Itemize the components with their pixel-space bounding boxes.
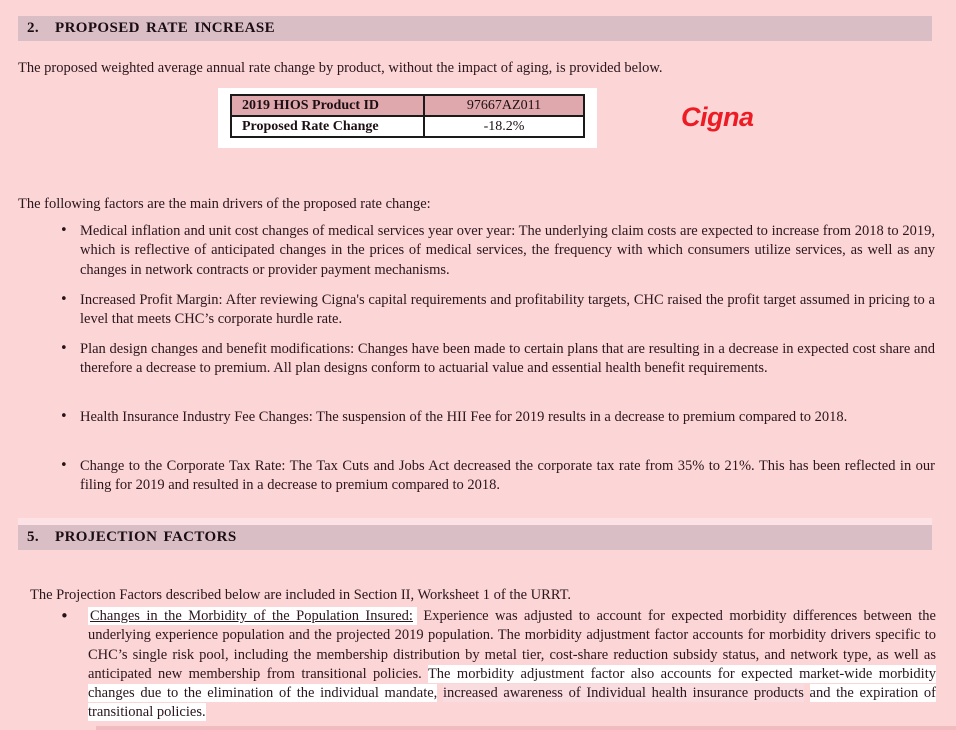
bullet-icon: •	[60, 292, 68, 307]
bullet-text: Health Insurance Industry Fee Changes: The suspension of the HII Fee for 2019 results in a decrease to premium compared to 2018.	[80, 409, 848, 425]
hios-product-id-label: 2019 HIOS Product ID	[231, 95, 424, 116]
section-2-intro-text: The proposed weighted average annual rate change by product, without the impact of aging, is provided below.	[18, 60, 663, 76]
morbidity-white-highlight-1: The morbidity adjustment factor also accounts for expected market-wide morbidity changes due to the elimination of the individual mandate,	[88, 665, 936, 702]
hios-product-id-value: 97667AZ011	[424, 95, 584, 116]
scan-artifact-strip	[18, 518, 932, 525]
rate-table-panel	[218, 88, 597, 148]
table-row-rate-change	[231, 116, 584, 137]
drivers-intro-text: The following factors are the main drivers of the proposed rate change:	[18, 196, 431, 212]
section-5-intro-text: The Projection Factors described below are included in Section II, Worksheet 1 of the URRT.	[30, 587, 572, 603]
bullet-icon: •	[60, 409, 68, 424]
table-row-hios-id	[231, 95, 584, 116]
section-5-number: 5.	[27, 529, 40, 545]
bullet-text: Increased Profit Margin: After reviewing Cigna's capital requirements and profitability targets, CHC raised the profit target assumed in pricing to a level that meets CHC’s corporate hurdle rate.	[80, 292, 935, 328]
morbidity-white-highlight-2: and the expiration of transitional policies.	[88, 685, 937, 721]
bullet-text: Plan design changes and benefit modifications: Changes have been made to certain plans that are resulting in a decrease in expected cost share and therefore a decrease to premium. All plan designs conform to actuarial value and essential health benefit requirements.	[80, 341, 935, 377]
section-2-title: PROPOSED RATE INCREASE	[55, 20, 276, 36]
proposed-rate-change-label: Proposed Rate Change	[231, 116, 424, 137]
scan-artifact-bottom-bar	[96, 726, 956, 730]
driver-bullet-medical-inflation	[58, 222, 936, 280]
section-5-header-bar	[18, 525, 932, 550]
bullet-text: Medical inflation and unit cost changes of medical services year over year: The underlying claim costs are expected to increase from 2018 to 2019, which is reflective of anticipated changes in the prices of medical services, the frequency with which consumers utilize services, as well as any changes in network contracts or provider payment mechanisms.	[80, 223, 935, 278]
rate-table	[230, 94, 585, 138]
section-2-header-bar	[18, 16, 932, 41]
proposed-rate-change-value: -18.2%	[424, 116, 584, 137]
cigna-logo: Cigna	[681, 102, 754, 132]
bullet-icon: •	[60, 341, 68, 356]
bullet-text: Change to the Corporate Tax Rate: The Tax Cuts and Jobs Act decreased the corporate tax rate from 35% to 21%. This has been reflected in our filing for 2019 and resulted in a decrease to premium compared to 2018.	[80, 458, 935, 494]
driver-bullet-hii-fee	[58, 408, 936, 427]
morbidity-bullet	[58, 607, 936, 723]
morbidity-heading: Changes in the Morbidity of the Population Insured:	[88, 607, 417, 625]
bullet-icon: •	[60, 458, 68, 473]
section-2-number: 2.	[27, 20, 40, 36]
bullet-icon: •	[60, 223, 68, 238]
morbidity-pink-highlight: increased awareness of Individual health insurance products	[442, 685, 804, 702]
driver-bullet-profit-margin	[58, 291, 936, 330]
morbidity-paragraph	[88, 607, 936, 723]
bullet-icon: •	[60, 607, 69, 625]
morbidity-body-text: Experience was adjusted to account for expected morbidity differences between the underlying experience population and the projected 2019 population. The morbidity adjustment factor accounts for morbidity drivers specific to CHC’s single risk pool, including the membership distribution by metal tier, cost-share reduction subsidy status, and network type, as well as anticipated new membership from transitional policies.	[88, 608, 936, 682]
section-5-title: PROJECTION FACTORS	[55, 529, 237, 545]
driver-bullet-plan-design	[58, 340, 936, 379]
driver-bullet-corporate-tax	[58, 457, 936, 496]
